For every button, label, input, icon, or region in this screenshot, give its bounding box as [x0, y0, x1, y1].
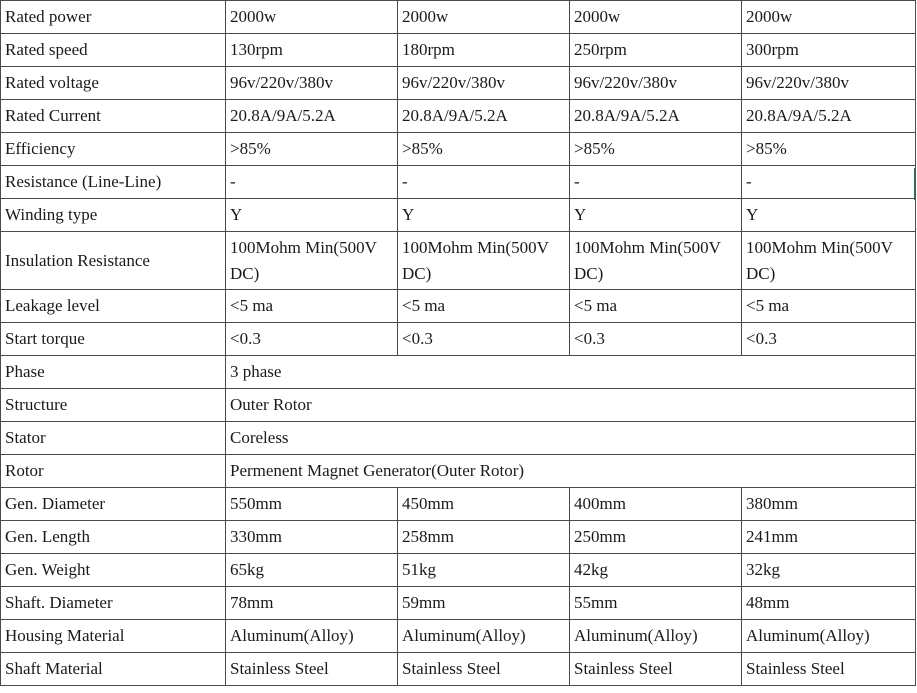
row-label: Rated power — [1, 1, 226, 34]
value-cell: 78mm — [226, 587, 398, 620]
merged-value-cell: Coreless — [226, 422, 916, 455]
merged-value-cell: Permenent Magnet Generator(Outer Rotor) — [226, 455, 916, 488]
value-cell: Aluminum(Alloy) — [226, 620, 398, 653]
value-cell: 100Mohm Min(500V DC) — [398, 232, 570, 290]
value-cell: 100Mohm Min(500V DC) — [570, 232, 742, 290]
row-shaft-material — [1, 653, 916, 686]
value-cell: >85% — [226, 133, 398, 166]
row-shaft-diameter — [1, 587, 916, 620]
value-cell: <5 ma — [570, 290, 742, 323]
value-cell: 300rpm — [742, 34, 916, 67]
row-label: Rotor — [1, 455, 226, 488]
row-label: Shaft. Diameter — [1, 587, 226, 620]
value-cell: 258mm — [398, 521, 570, 554]
value-cell: 2000w — [398, 1, 570, 34]
row-label: Gen. Diameter — [1, 488, 226, 521]
value-cell: 32kg — [742, 554, 916, 587]
row-resistance — [1, 166, 916, 199]
row-label: Rated Current — [1, 100, 226, 133]
value-cell: <5 ma — [398, 290, 570, 323]
row-label: Structure — [1, 389, 226, 422]
value-cell: 130rpm — [226, 34, 398, 67]
row-gen-diameter — [1, 488, 916, 521]
row-rated-current — [1, 100, 916, 133]
value-cell: Y — [742, 199, 916, 232]
value-cell: 55mm — [570, 587, 742, 620]
value-cell: 20.8A/9A/5.2A — [226, 100, 398, 133]
row-label: Leakage level — [1, 290, 226, 323]
value-cell: Stainless Steel — [570, 653, 742, 686]
value-cell: <5 ma — [742, 290, 916, 323]
row-insulation-resistance — [1, 232, 916, 290]
value-cell: 20.8A/9A/5.2A — [742, 100, 916, 133]
value-cell: 51kg — [398, 554, 570, 587]
value-cell: 250mm — [570, 521, 742, 554]
value-cell: <0.3 — [226, 323, 398, 356]
value-cell: Y — [398, 199, 570, 232]
value-cell: <5 ma — [226, 290, 398, 323]
value-cell: 48mm — [742, 587, 916, 620]
value-cell: 20.8A/9A/5.2A — [398, 100, 570, 133]
row-housing-material — [1, 620, 916, 653]
value-cell: Y — [570, 199, 742, 232]
row-label: Shaft Material — [1, 653, 226, 686]
row-start-torque — [1, 323, 916, 356]
row-label: Gen. Length — [1, 521, 226, 554]
value-cell: >85% — [398, 133, 570, 166]
value-cell: 65kg — [226, 554, 398, 587]
row-stator — [1, 422, 916, 455]
row-phase — [1, 356, 916, 389]
value-cell: - — [570, 166, 742, 199]
row-rated-speed — [1, 34, 916, 67]
row-label: Insulation Resistance — [1, 232, 226, 290]
value-cell: 100Mohm Min(500V DC) — [742, 232, 916, 290]
value-cell: <0.3 — [398, 323, 570, 356]
row-label: Phase — [1, 356, 226, 389]
value-cell: Aluminum(Alloy) — [570, 620, 742, 653]
value-cell: Aluminum(Alloy) — [398, 620, 570, 653]
row-rated-voltage — [1, 67, 916, 100]
row-label: Start torque — [1, 323, 226, 356]
row-gen-length — [1, 521, 916, 554]
row-leakage-level — [1, 290, 916, 323]
value-cell: Stainless Steel — [742, 653, 916, 686]
selection-edge-mark — [914, 168, 916, 200]
value-cell: 96v/220v/380v — [742, 67, 916, 100]
value-cell: 59mm — [398, 587, 570, 620]
value-cell: 96v/220v/380v — [226, 67, 398, 100]
merged-value-cell: 3 phase — [226, 356, 916, 389]
value-cell: 241mm — [742, 521, 916, 554]
value-cell: 180rpm — [398, 34, 570, 67]
value-cell: 550mm — [226, 488, 398, 521]
row-label: Winding type — [1, 199, 226, 232]
value-cell: Y — [226, 199, 398, 232]
row-structure — [1, 389, 916, 422]
value-cell: Aluminum(Alloy) — [742, 620, 916, 653]
value-cell: 450mm — [398, 488, 570, 521]
row-label: Gen. Weight — [1, 554, 226, 587]
value-cell: 96v/220v/380v — [570, 67, 742, 100]
row-label: Stator — [1, 422, 226, 455]
row-label: Rated voltage — [1, 67, 226, 100]
value-cell: Stainless Steel — [226, 653, 398, 686]
value-cell: 42kg — [570, 554, 742, 587]
value-cell: <0.3 — [570, 323, 742, 356]
value-cell: 380mm — [742, 488, 916, 521]
value-cell: 330mm — [226, 521, 398, 554]
value-cell: 250rpm — [570, 34, 742, 67]
row-label: Resistance (Line-Line) — [1, 166, 226, 199]
row-efficiency — [1, 133, 916, 166]
value-cell: 400mm — [570, 488, 742, 521]
row-rotor — [1, 455, 916, 488]
value-cell: 2000w — [570, 1, 742, 34]
row-gen-weight — [1, 554, 916, 587]
value-cell: 2000w — [742, 1, 916, 34]
value-cell: - — [742, 166, 916, 199]
value-cell: Stainless Steel — [398, 653, 570, 686]
value-cell: - — [398, 166, 570, 199]
merged-value-cell: Outer Rotor — [226, 389, 916, 422]
value-cell: - — [226, 166, 398, 199]
row-label: Housing Material — [1, 620, 226, 653]
value-cell: >85% — [742, 133, 916, 166]
row-label: Rated speed — [1, 34, 226, 67]
value-cell: 100Mohm Min(500V DC) — [226, 232, 398, 290]
row-rated-power — [1, 1, 916, 34]
row-winding-type — [1, 199, 916, 232]
value-cell: 96v/220v/380v — [398, 67, 570, 100]
row-label: Efficiency — [1, 133, 226, 166]
value-cell: >85% — [570, 133, 742, 166]
value-cell: 20.8A/9A/5.2A — [570, 100, 742, 133]
value-cell: <0.3 — [742, 323, 916, 356]
value-cell: 2000w — [226, 1, 398, 34]
